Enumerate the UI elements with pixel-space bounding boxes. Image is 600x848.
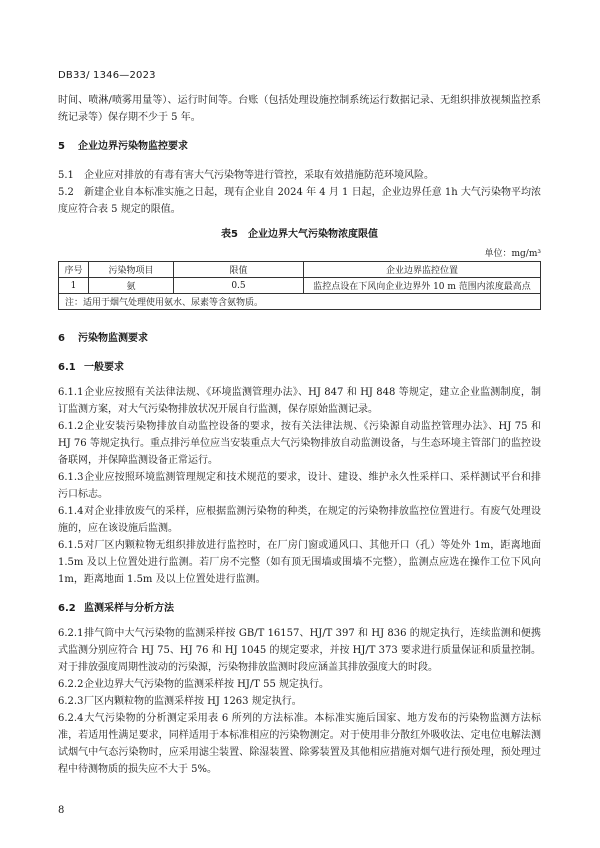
clause-6-1-2 xyxy=(58,418,541,469)
clause-number: 6.2.4 xyxy=(58,713,84,724)
header-cell-limit: 限值 xyxy=(174,262,304,278)
clause-text: 企业边界大气污染物的监测采样按 HJ/T 55 规定执行。 xyxy=(84,679,330,690)
table-5 xyxy=(58,261,541,310)
cell-number: 1 xyxy=(59,278,89,294)
clause-number: 6.1.1 xyxy=(58,387,84,398)
subsection-title: 一般要求 xyxy=(84,362,124,373)
continuation-paragraph: 时间、喷淋/喷雾用量等）、运行时间等。台账（包括处理设施控制系统运行数据记录、无组织排放视频监控系统记录等）保存期不少于 5 年。 xyxy=(58,95,541,123)
clause-number: 6.2.2 xyxy=(58,679,84,690)
clause-number: 5.2 xyxy=(58,187,74,198)
clause-6-2-1 xyxy=(58,625,541,676)
table-row xyxy=(59,278,541,294)
clause-text: 企业安装污染物排放自动监控设备的要求，按有关法律法规、《污染源自动监控管理办法》、HJ 75 和 HJ 76 等规定执行。重点排污单位应当安装重点大气污染物排放自动监测设备，与生态环境主管部门的监控设备联网，并保障监测设备正常运行。 xyxy=(58,421,541,466)
clause-number: 5.1 xyxy=(58,170,74,181)
clause-text: 新建企业自本标准实施之日起，现有企业自 2024 年 4 月 1 日起，企业边界任意 1h 大气污染物平均浓度应符合表 5 规定的限值。 xyxy=(58,187,541,215)
clause-number: 6.1.4 xyxy=(58,506,84,517)
clause-text: 对厂区内颗粒物无组织排放进行监控时，在厂房门窗或通风口、其他开口（孔）等处外 1m，距离地面 1.5m 及以上位置处进行监测。若厂房不完整（如有顶无围墙或围墙不完整），监测点应选在操作工位下风向 1m，距离地面 1.5m 及以上位置处进行监测。 xyxy=(58,540,541,585)
table-note-row xyxy=(59,294,541,310)
table-header-row xyxy=(59,262,541,278)
section-6-heading xyxy=(58,330,541,347)
section-title: 企业边界污染物监控要求 xyxy=(78,141,188,152)
header-cell-number: 序号 xyxy=(59,262,89,278)
clause-6-1-4 xyxy=(58,503,541,537)
header-cell-location: 企业边界监控位置 xyxy=(304,262,541,278)
section-5-heading xyxy=(58,138,541,155)
subsection-6-2-heading xyxy=(58,600,541,617)
cell-pollutant: 氨 xyxy=(89,278,174,294)
subsection-number: 6.2 xyxy=(58,603,76,614)
clause-6-2-3 xyxy=(58,693,541,710)
clause-number: 6.1.3 xyxy=(58,472,84,483)
clause-6-1-1 xyxy=(58,384,541,418)
subsection-number: 6.1 xyxy=(58,362,76,373)
cell-location: 监控点设在下风向企业边界外 10 m 范围内浓度最高点 xyxy=(304,278,541,294)
table-unit: 单位：mg/m³ xyxy=(484,249,541,259)
section-title: 污染物监测要求 xyxy=(78,333,148,344)
section-number: 5 xyxy=(58,141,65,152)
clause-number: 6.2.3 xyxy=(58,696,84,707)
subsection-6-1-heading xyxy=(58,359,541,376)
clause-6-1-3 xyxy=(58,469,541,503)
page-content xyxy=(58,92,541,778)
clause-text: 对企业排放废气的采样，应根据监测污染物的种类，在规定的污染物排放监控位置进行。有废气处理设施的，应在该设施后监测。 xyxy=(58,506,541,534)
section-number: 6 xyxy=(58,333,65,344)
clause-6-2-2 xyxy=(58,676,541,693)
subsection-title: 监测采样与分析方法 xyxy=(84,603,174,614)
clause-text: 排气筒中大气污染物的监测采样按 GB/T 16157、HJ/T 397 和 HJ 836 的规定执行，连续监测和便携式监测分别应符合 HJ 75、HJ 76 和 HJ 1045 的规定要求，并按 HJ/T 373 要求进行质量保证和质量控制。对于排放强度周期性波动的污染源，污染物排放监测时段应涵盖其排放强度大的时段。 xyxy=(58,628,541,673)
clause-text: 企业应按照环境监测管理规定和技术规范的要求，设计、建设、维护永久性采样口、采样测试平台和排污口标志。 xyxy=(58,472,541,500)
clause-5-2 xyxy=(58,184,541,218)
table-note: 注：适用于烟气处理使用氨水、尿素等含氨物质。 xyxy=(59,294,541,310)
clause-text: 企业应对排放的有毒有害大气污染物等进行管控，采取有效措施防范环境风险。 xyxy=(84,170,434,181)
table-5-title: 表5 企业边界大气污染物浓度限值 xyxy=(221,229,378,240)
clause-6-2-4 xyxy=(58,710,541,778)
clause-text: 厂区内颗粒物的监测采样按 HJ 1263 规定执行。 xyxy=(84,696,302,707)
clause-number: 6.1.5 xyxy=(58,540,84,551)
clause-number: 6.2.1 xyxy=(58,628,84,639)
header-cell-pollutant: 污染物项目 xyxy=(89,262,174,278)
clause-5-1 xyxy=(58,167,541,184)
clause-text: 企业应按照有关法律法规、《环境监测管理办法》、HJ 847 和 HJ 848 等规定，建立企业监测制度，制订监测方案，对大气污染物排放状况开展自行监测，保存原始监测记录。 xyxy=(58,387,541,415)
page-number: 8 xyxy=(58,805,65,816)
clause-text: 大气污染物的分析测定采用表 6 所列的方法标准。本标准实施后国家、地方发布的污染物监测方法标准，若适用性满足要求，同样适用于本标准相应的污染物测定。对于使用非分散红外吸收法、定电位电解法测试烟气中气态污染物时，应采用滤尘装置、除湿装置、除雾装置及其他相应措施对烟气进行预处理，预处理过程中待测物质的损失应不大于 5%。 xyxy=(58,713,541,775)
cell-limit: 0.5 xyxy=(174,278,304,294)
clause-6-1-5 xyxy=(58,537,541,588)
standard-code: DB33/ 1346—2023 xyxy=(58,70,156,81)
clause-number: 6.1.2 xyxy=(58,421,84,432)
